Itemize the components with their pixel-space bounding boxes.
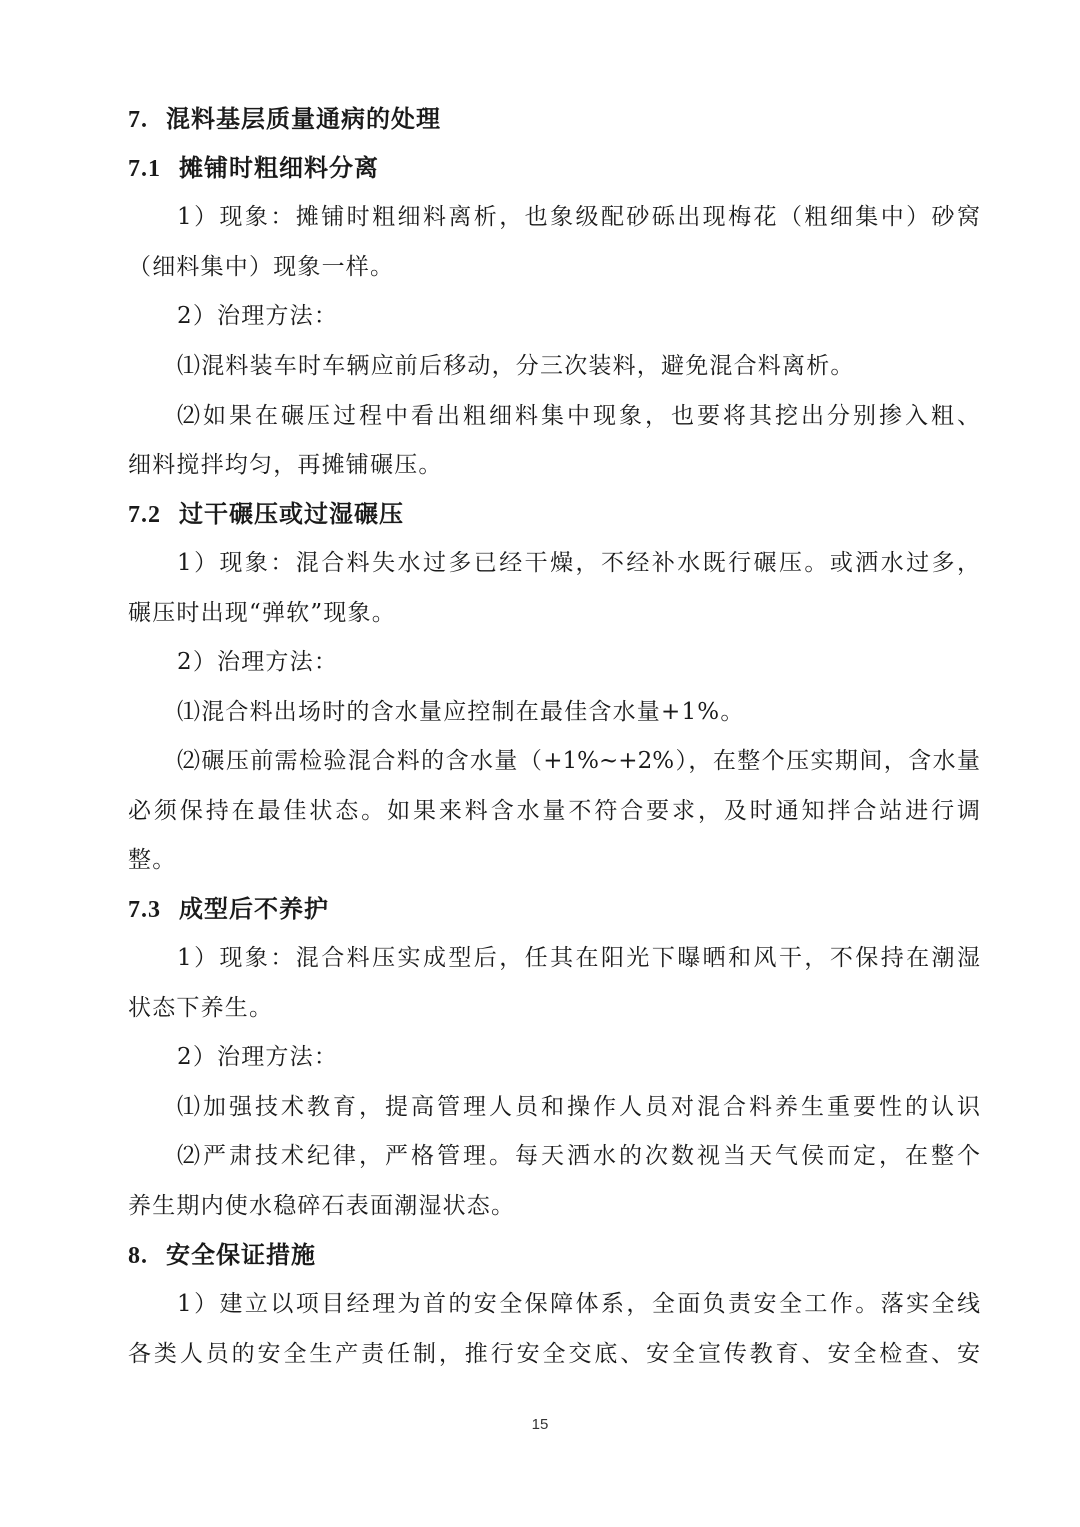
section-8-title: 安全保证措施 [166,1240,316,1269]
s8-paragraph-line-2: 各类人员的安全生产责任制，推行安全交底、安全宣传教育、安全检查、安 [128,1341,980,1367]
s71-method-1: ⑴混料装车时车辆应前后移动，分三次装料，避免混合料离析。 [177,353,855,379]
section-7-2-title: 过干碾压或过湿碾压 [179,499,404,528]
s73-treatment-label: 2）治理方法： [177,1044,339,1070]
s72-method-2-line-2: 必须保持在最佳状态。如果来料含水量不符合要求，及时通知拌合站进行调 [128,798,980,824]
s73-method-2-line-2: 养生期内使水稳碎石表面潮湿状态。 [128,1193,516,1219]
s72-method-1: ⑴混合料出场时的含水量应控制在最佳含水量+1%。 [177,699,745,725]
s8-paragraph-line-1: 1）建立以项目经理为首的安全保障体系，全面负责安全工作。落实全线 [177,1291,980,1317]
s71-method-2-line-2: 细料搅拌均匀，再摊铺碾压。 [128,452,443,478]
section-7-3-number: 7.3 [128,897,161,923]
section-7-title: 混料基层质量通病的处理 [166,104,441,133]
s73-method-2-line-1: ⑵严肃技术纪律，严格管理。每天洒水的次数视当天气侯而定，在整个 [177,1143,980,1169]
s71-phenomenon-line-1: 1）现象：摊铺时粗细料离析，也象级配砂砾出现梅花（粗细集中）砂窝 [177,204,980,230]
s72-phenomenon-line-1: 1）现象：混合料失水过多已经干燥，不经补水既行碾压。或洒水过多， [177,550,980,576]
section-7-1-number: 7.1 [128,156,161,182]
s72-method-2-line-1: ⑵碾压前需检验混合料的含水量（+1%~+2%），在整个压实期间，含水量 [177,748,980,774]
s73-phenomenon-line-2: 状态下养生。 [128,995,274,1021]
s72-method-2-line-3: 整。 [128,847,177,873]
section-8-number: 8. [128,1243,148,1269]
s71-treatment-label: 2）治理方法： [177,303,339,329]
section-7-heading [128,103,980,136]
section-7-2-heading [128,498,980,531]
section-8-heading [128,1239,980,1272]
section-7-number: 7. [128,107,148,133]
section-7-3-title: 成型后不养护 [179,894,329,923]
section-7-1-heading [128,152,980,185]
s72-phenomenon-line-2: 碾压时出现“弹软”现象。 [128,600,396,626]
s73-phenomenon-line-1: 1）现象：混合料压实成型后，任其在阳光下曝晒和风干，不保持在潮湿 [177,945,980,971]
s71-phenomenon-line-2: （细料集中）现象一样。 [128,254,395,280]
s73-method-1: ⑴加强技术教育，提高管理人员和操作人员对混合料养生重要性的认识 [177,1094,980,1120]
s71-method-2-line-1: ⑵如果在碾压过程中看出粗细料集中现象，也要将其挖出分别掺入粗、 [177,403,980,429]
section-7-2-number: 7.2 [128,502,161,528]
s72-treatment-label: 2）治理方法： [177,649,339,675]
section-7-3-heading [128,893,980,926]
section-7-1-title: 摊铺时粗细料分离 [179,153,379,182]
page-number: 15 [531,1416,549,1433]
